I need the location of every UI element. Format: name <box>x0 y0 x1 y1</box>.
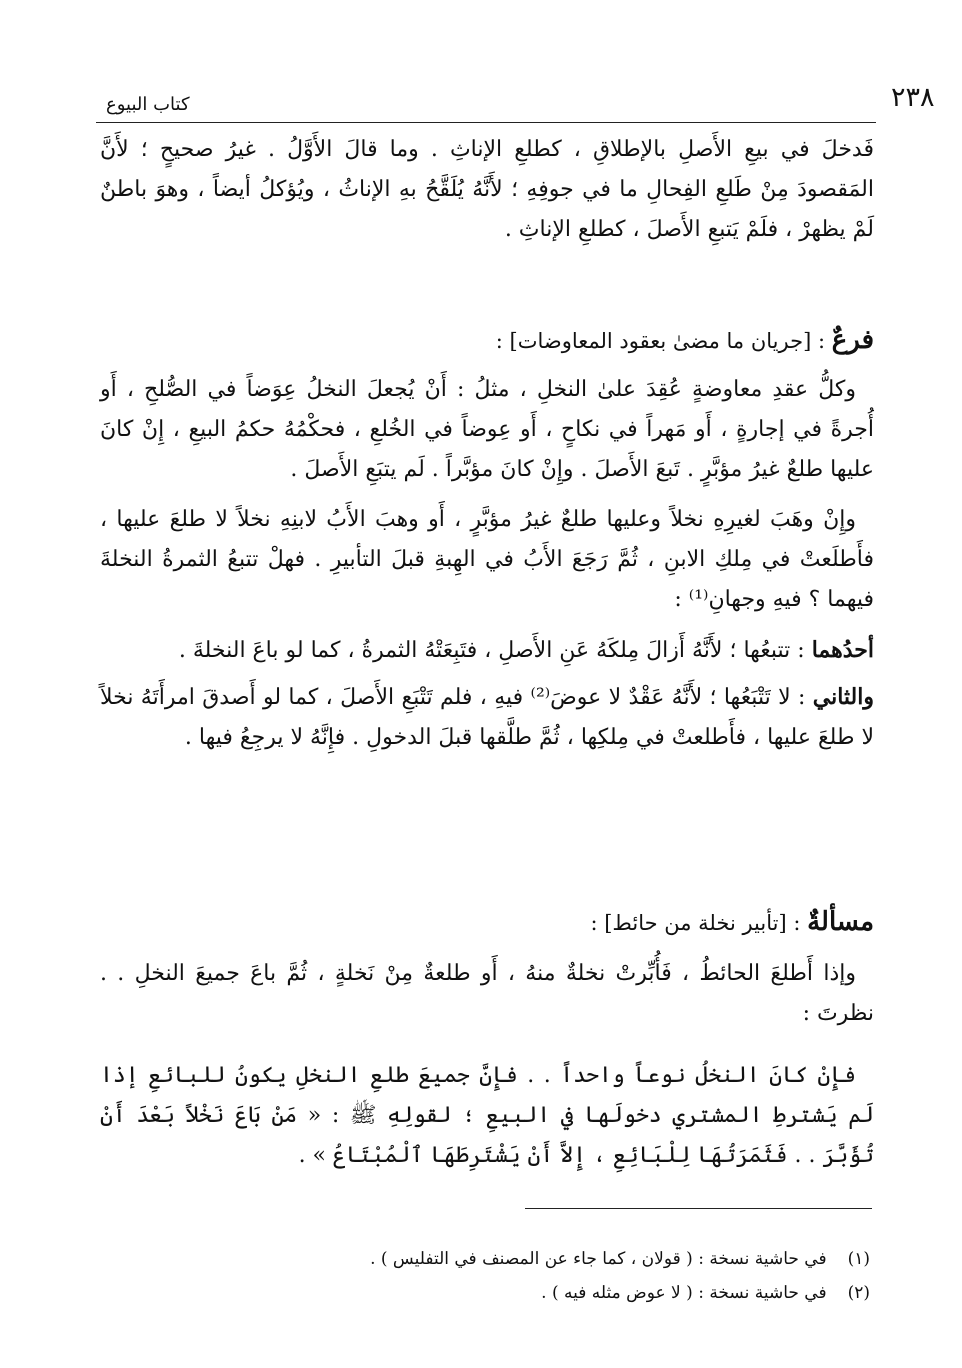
paragraph-lead: أحدُهما <box>811 637 874 663</box>
section-continuation <box>100 130 874 250</box>
footnote <box>180 1280 870 1306</box>
paragraph-lead: والثاني <box>812 684 874 710</box>
heading-title: : [جريان ما مضىٰ بعقود المعاوضات] : <box>495 329 832 353</box>
footnote-text: في حاشية نسخة : ( قولان ، كما جاء عن المصنف في التفليس ) . <box>370 1249 827 1269</box>
paragraph-text: : تتبعُها ؛ لأَنَّهُ أَزالَ مِلكَهُ عَنِ الأَصلِ ، فتَبِعَتْهُ الثمرةُ ، كما لو باعَ النخلةَ . <box>178 638 812 663</box>
heading-keyword: فرعٌ <box>831 325 874 355</box>
section-masala-body <box>100 954 874 1176</box>
running-title: كتاب البيوع <box>106 94 190 115</box>
footnote-number: (٢) <box>847 1283 870 1303</box>
section-heading <box>100 322 874 359</box>
footnote-number: (١) <box>847 1249 870 1269</box>
page-header <box>96 80 935 123</box>
page-number: ٢٣٨ <box>891 82 935 113</box>
paragraph <box>100 630 874 671</box>
heading-title: : [تأبير نخلة من حائط] : <box>590 911 808 935</box>
footnote-text: في حاشية نسخة : ( لا عوض مثله فيه ) . <box>541 1283 827 1303</box>
paragraph: وكلُّ عقدِ معاوضةٍ عُقِدَ علىٰ النخلِ ، مثلُ : أَنْ يُجعلَ النخلُ عِوَضاً في الصُّلحِ ، أَو أُجرةً في إجارةٍ ، أَو مَهراً في نكاحٍ ، أَو عِوضاً في الخُلعِ ، فحكْمُهُ حكمُ البيعِ ، إِنْ كانَ عليها طلعٌ غيرُ مؤبَّرٍ . تَبعَ الأَصلَ . وإِنْ كانَ مؤبَّراً . لَم يتبَعِ الأَصلَ . <box>100 377 874 482</box>
section-masala <box>100 904 874 941</box>
footnote-separator <box>525 1208 872 1209</box>
footnote <box>180 1246 870 1272</box>
section-heading <box>100 904 874 941</box>
paragraph-text: : لا تَتْبَعُها ؛ لأَنَّهُ عَقْدٌ لا عوضَ⁽²⁾ فيهِ ، فلم تَتْبَعِ الأَصلَ ، كما لو أَصدقَ امرأَتَهُ نخلاً لا طلعَ عليها ، فأَطلعتْ في مِلكِها ، ثُمَّ طلَّقها قبلَ الدخولِ . فإِنَّهُ لا يرجِعُ فيها . <box>100 685 874 750</box>
paragraph: فَدخلَ في بيعِ الأَصلِ بالإطلاقِ ، كطلعِ الإناثِ . وما قالَ الأَوَّلُ . غيرُ صحيحٍ ؛ لأَنَّ المَقصودَ مِنْ طَلعِ الفِحالِ ما في جوفِهِ ؛ لأَنَّهُ يُلَقَّحُ بهِ الإناثُ ، ويُؤكلُ أيضاً ، وهوَ باطنٌ لَمْ يظهرْ ، فلَمْ يَتبعِ الأَصلَ ، كطلعِ الإناثِ . <box>100 137 874 242</box>
section-far-body <box>100 370 874 758</box>
section-far <box>100 322 874 359</box>
paragraph: وإِنْ وهَبَ لغيرِهِ نخلاً وعليها طلعٌ غيرُ مؤبَّرٍ ، أَو وهبَ الأَبُ لابنِهِ نخلاً لا طلعَ عليها ، فأَطلَعتْ في مِلكِ الابنِ ، ثُمَّ رَجَعَ الأَبُ في الهِبةِ قبلَ التأبيرِ . فهلْ تتبعُ الثمرةُ النخلةَ فيهما ؟ فيهِ وجهانِ⁽¹⁾ : <box>100 507 874 612</box>
paragraph <box>100 677 874 758</box>
paragraph: فإِنْ كانَ النخلُ نوعاً واحداً . . فإِنَّ جميعَ طلعِ النخلِ يكونُ للبائعِ إذا لَم يَشترطِ المشتري دخولَها في البيعِ ؛ لقولِهِ ﷺ : « مَنْ بَاعَ نَخْلاً بَعْدَ أَنْ تُؤَبَّرَ . . فَثَمَرَتُهَا لِلْبَائِعِ ، إِلاَّ أَنْ يَشْتَرِطَهَا ٱلْمُبْتَاعُ » . <box>100 1063 874 1168</box>
paragraph: وإذا أَطلعَ الحائطُ ، فَأُبِّرتْ نخلةٌ منهُ ، أَو طلعةٌ مِنْ نَخلةٍ ، ثُمَّ باعَ جميعَ النخلِ . . نظرتَ : <box>100 961 874 1026</box>
heading-keyword: مسألةٌ <box>807 907 874 937</box>
